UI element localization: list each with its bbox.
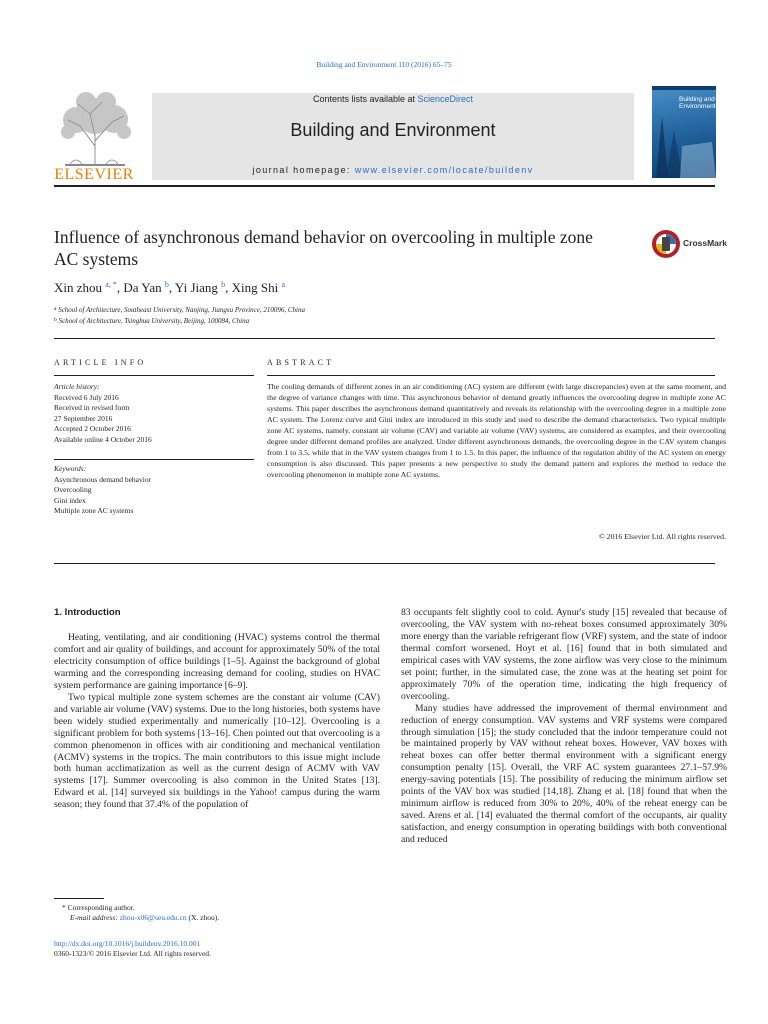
- keyword: Gini index: [54, 495, 86, 505]
- keyword: Overcooling: [54, 485, 92, 494]
- journal-reference[interactable]: Building and Environment 110 (2016) 65–75: [316, 60, 452, 69]
- affiliation-text: School of Architecture, Southeast University, Nanjing, Jiangsu Province, 210096, China: [58, 306, 305, 314]
- affiliation-b: [54, 317, 249, 325]
- body-right-column: [401, 607, 727, 846]
- journal-title: Building and Environment: [290, 120, 496, 140]
- issn-copyright: 0360-1323/© 2016 Elsevier Ltd. All rights reserved.: [54, 949, 211, 958]
- email-label: E-mail address:: [70, 913, 118, 922]
- footnote-rule: [54, 898, 104, 899]
- body-paragraph: Heating, ventilating, and air conditioning (HVAC) systems control the thermal comfort and air quality of buildings, and account for approximately 50% of the total electricity consumption of office buildings [1–5]. Against the background of global warming and the corresponding increasing demand for cooling, studies on HVAC system performance are gaining importance [6–9].: [54, 632, 380, 691]
- front-matter-rule: [54, 563, 715, 564]
- author-affiliation-marker[interactable]: a, *: [105, 280, 117, 289]
- author-affiliation-marker[interactable]: b: [221, 280, 226, 289]
- email-suffix: (X. zhou).: [186, 913, 220, 922]
- author-name: Yi Jiang: [174, 280, 218, 295]
- body-paragraph: 83 occupants felt slightly cool to cold. Aynur's study [15] revealed that because of overcooling, the VAV system with no-reheat boxes consumed approximately 30% more energy than the variable refrigerant flow (VRF) system, and the state of indoor thermal comfort worsened. Hoyt et al. [16] found that in both simulated and empirical cases with VAV systems, the zone airflow was very close to the minimum set point; further, in the simulated case, the zone was at the heating set point for approximately 70% of the operation time, indicating the high frequency of overcooling.: [401, 607, 727, 702]
- abstract-text: The cooling demands of different zones in an air conditioning (AC) system are different (with large discrepancies) even at the same moment, and the degree of variance changes with time. This asynchronous behavior of demand greatly influences the overcooling degree in multiple zone AC systems. This paper describes the asynchronous demand quantitatively and reveals its relationship with the overcooling degree in a multiple zone AC system. The Lorenz curve and Gini index are introduced in this study and used to describe the demand characteristics. Two typical multiple zone AC systems, namely, constant air volume (CAV) and variable air volume (VAV) systems, are considered as examples, and their overcooling degree under different demand profiles are analyzed. Under different asynchronous demands, the overcooling degree in the CAV system changes from 1 to 3.5, while that in the VAV system changes from 1 to 1.5. In this paper, the influence of the regulation ability of the AC system on energy consumption is also discussed. This paper presents a new perspective to study the demand pattern and explores the method to reduce the overcooling phenomenon in multiple zone AC systems.: [267, 382, 726, 479]
- history-entry: Accepted 2 October 2016: [54, 424, 131, 433]
- affiliation-a: [54, 306, 305, 314]
- elsevier-wordmark: ELSEVIER: [54, 166, 134, 183]
- crossmark-badge[interactable]: [651, 229, 731, 259]
- affiliation-marker: a: [54, 306, 57, 312]
- history-entry: Received 6 July 2016: [54, 392, 119, 402]
- history-entry: Available online 4 October 2016: [54, 434, 152, 444]
- affiliation-marker: b: [54, 317, 57, 323]
- keywords-label: Keywords:: [54, 464, 87, 473]
- author-email-link[interactable]: zhou-x06@seu.edu.cn: [119, 913, 187, 922]
- article-history: [54, 382, 254, 445]
- paper-title: Influence of asynchronous demand behavior on overcooling in multiple zone AC systems: [54, 227, 593, 269]
- author-affiliation-marker[interactable]: b: [164, 280, 169, 289]
- homepage-prefix: journal homepage:: [252, 165, 355, 175]
- body-paragraph: Many studies have addressed the improvement of thermal environment and reduction of energy consumption. VAV systems and VRF systems were compared through simulation [15]; the study concluded that the indoor temperature could not be maintained properly by VAV without reheat boxes. However, VAV boxes with reheat boxes can offer better thermal environment with a significant energy consumption penalty [15]. Overall, the VRF AC system guarantees 27.1–57.9% energy-saving potentials [15]. The possibility of reducing the minimum airflow set points of the VAV box was studied [14,18]. Zhang et al. [18] found that when the minimum airflow is reduced from 30% to 20%, 40% of the reheat energy can be saved. Arens et al. [14] evaluated the thermal comfort of the occupants, air quality satisfaction, and energy consumption in operating buildings with both conventional and reduced: [401, 702, 727, 846]
- article-info-heading: ARTICLE INFO: [54, 358, 147, 367]
- contents-line: [152, 94, 634, 104]
- abstract-heading: ABSTRACT: [267, 358, 335, 367]
- email-footnote: [70, 913, 219, 923]
- history-entry: Received in revised form: [54, 403, 130, 412]
- author-name: Xin zhou: [54, 280, 103, 295]
- keyword: Asynchronous demand behavior: [54, 474, 152, 484]
- article-history-label: Article history:: [54, 382, 100, 391]
- crossmark-label: CrossMark: [683, 238, 727, 248]
- keywords-block: [54, 464, 254, 517]
- body-left-column: [54, 632, 380, 811]
- article-info-rule: [54, 375, 254, 376]
- abstract-rule: [267, 375, 715, 376]
- author-name: Da Yan: [123, 280, 162, 295]
- header-rule: [54, 185, 715, 187]
- sciencedirect-link[interactable]: ScienceDirect: [417, 94, 474, 104]
- author-list: Xin zhou $^{a, *}$, Da Yan $^b$, Yi Jiang $^b$, Xing Shi $^a$: [54, 280, 286, 295]
- journal-homepage-line: [152, 165, 634, 175]
- contents-prefix: Contents lists available at: [312, 94, 418, 104]
- body-paragraph: Two typical multiple zone system schemes are the constant air volume (CAV) and variable air volume (VAV) systems. Due to the long histories, both systems have been widely studied experimentally and numerically [10–12]. Overcooling is a significant problem for both systems [13–16]. Chen pointed out that overcooling is a common phenomenon in offices with air conditioning and mechanical ventilation (ACMV) systems in the tropics. The main contributors to this issue might include both human acclimatization as well as the current design of ACMV with VAV systems [17]. Summer overcooling is also common in the United States [13]. Edward et al. [14] surveyed six buildings in the Yahoo! campus during the warm season; they found that 37.4% of the population of: [54, 691, 380, 811]
- history-entry: 27 September 2016: [54, 413, 113, 423]
- doi-link[interactable]: http://dx.doi.org/10.1016/j.buildenv.2016.10.001: [54, 939, 201, 948]
- abstract-copyright: © 2016 Elsevier Ltd. All rights reserved.: [598, 532, 726, 541]
- title-block-rule: [54, 338, 715, 339]
- affiliation-text: School of Architecture, Tsinghua University, Beijing, 100084, China: [58, 317, 250, 325]
- author-affiliation-marker[interactable]: a: [281, 280, 286, 289]
- author-name: Xing Shi: [231, 280, 279, 295]
- section-title-introduction: 1. Introduction: [54, 607, 121, 618]
- crossmark-icon: [651, 229, 681, 259]
- corresponding-author-note: * Corresponding author.: [62, 903, 135, 912]
- cover-journal-title: Building and Environment: [679, 96, 716, 110]
- keywords-rule: [54, 459, 254, 460]
- keyword: Multiple zone AC systems: [54, 506, 134, 515]
- journal-homepage-link[interactable]: www.elsevier.com/locate/buildenv: [354, 165, 534, 175]
